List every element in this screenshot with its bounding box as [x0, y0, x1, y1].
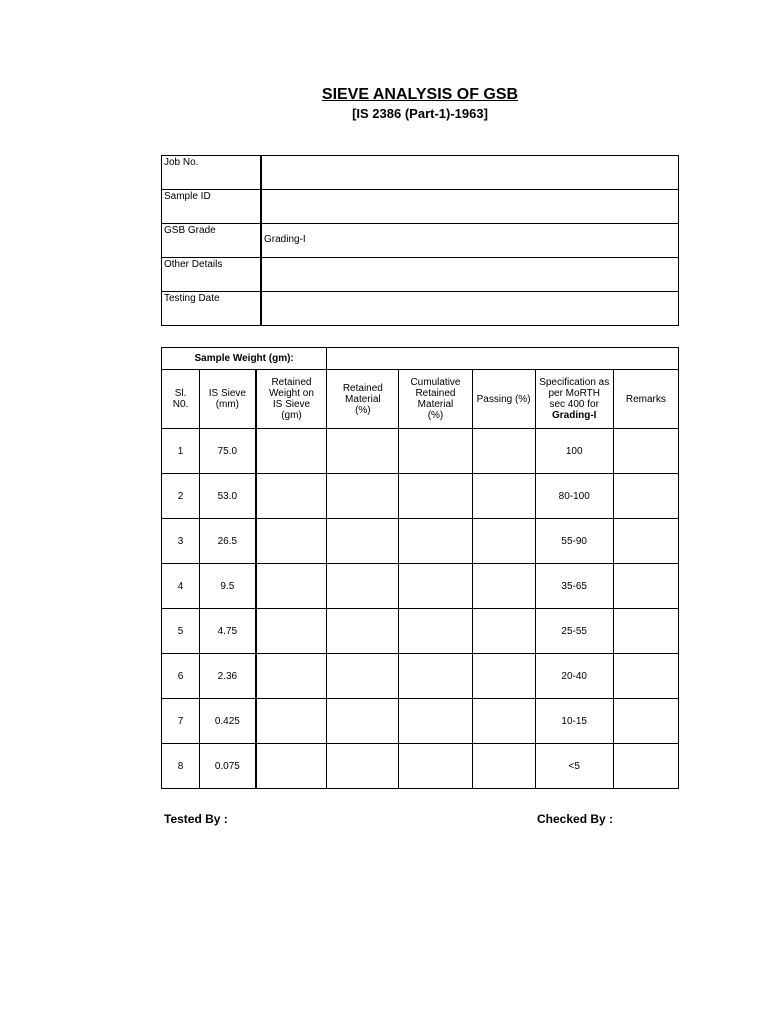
header-cumulative-line: Retained [415, 388, 456, 399]
table-row [162, 519, 679, 564]
specification-cell: 25-55 [535, 609, 613, 654]
header-retained-weight-line: Weight on [269, 388, 314, 399]
passing-cell[interactable] [472, 744, 535, 789]
passing-cell[interactable] [472, 654, 535, 699]
is-sieve-cell: 0.425 [200, 699, 256, 744]
header-specification [535, 370, 613, 429]
retained-weight-cell[interactable] [256, 519, 327, 564]
remarks-cell[interactable] [613, 474, 678, 519]
retained-material-cell[interactable] [327, 519, 399, 564]
header-remarks: Remarks [613, 370, 678, 429]
other-details-field[interactable] [261, 258, 679, 292]
is-sieve-cell: 2.36 [200, 654, 256, 699]
header-cumulative-line: Material [417, 399, 454, 410]
remarks-cell[interactable] [613, 519, 678, 564]
retained-weight-cell[interactable] [256, 699, 327, 744]
job-no-field[interactable] [261, 156, 679, 190]
passing-cell[interactable] [472, 609, 535, 654]
checked-by-label: Checked By : [537, 812, 614, 826]
header-retained-weight [256, 370, 327, 429]
header-specification-grade: Grading-I [551, 410, 597, 421]
standard-reference: [IS 2386 (Part-1)-1963] [352, 106, 488, 121]
specification-cell: <5 [535, 744, 613, 789]
header-passing: Passing (%) [472, 370, 535, 429]
info-row-other-details [162, 258, 679, 292]
info-row-sample-id [162, 190, 679, 224]
header-specification-line: sec 400 for [549, 399, 599, 410]
retained-weight-cell[interactable] [256, 609, 327, 654]
tested-by-label: Tested By : [164, 812, 228, 826]
cumulative-retained-cell[interactable] [399, 519, 472, 564]
cumulative-retained-cell[interactable] [399, 429, 472, 474]
specification-cell: 100 [535, 429, 613, 474]
header-retained-weight-line: Retained [271, 377, 312, 388]
table-row [162, 474, 679, 519]
retained-material-cell[interactable] [327, 699, 399, 744]
is-sieve-cell: 75.0 [200, 429, 256, 474]
retained-material-cell[interactable] [327, 654, 399, 699]
retained-material-cell[interactable] [327, 744, 399, 789]
header-cumulative-line: Cumulative [410, 377, 461, 388]
info-row-gsb-grade [162, 224, 679, 258]
gsb-grade-field[interactable]: Grading-I [261, 224, 679, 258]
header-retained-weight-line: IS Sieve [272, 399, 311, 410]
specification-cell: 35-65 [535, 564, 613, 609]
sl-no-cell: 6 [162, 654, 200, 699]
info-row-job-no [162, 156, 679, 190]
is-sieve-cell: 53.0 [200, 474, 256, 519]
gsb-grade-label: GSB Grade [162, 224, 262, 258]
retained-weight-cell[interactable] [256, 474, 327, 519]
cumulative-retained-cell[interactable] [399, 699, 472, 744]
other-details-label: Other Details [162, 258, 262, 292]
retained-weight-cell[interactable] [256, 654, 327, 699]
info-row-testing-date [162, 292, 679, 326]
is-sieve-cell: 4.75 [200, 609, 256, 654]
retained-material-cell[interactable] [327, 429, 399, 474]
sl-no-cell: 2 [162, 474, 200, 519]
header-sl-no-line: Sl. [174, 388, 187, 399]
header-is-sieve-line: IS Sieve [208, 388, 246, 399]
testing-date-label: Testing Date [162, 292, 262, 326]
remarks-cell[interactable] [613, 429, 678, 474]
sl-no-cell: 4 [162, 564, 200, 609]
table-row [162, 699, 679, 744]
header-sl-no [162, 370, 200, 429]
header-specification-line: Specification as [539, 377, 610, 388]
header-cumulative-line: (%) [427, 410, 444, 421]
header-specification-line: per MoRTH [548, 388, 600, 399]
sample-weight-label: Sample Weight (gm): [162, 348, 327, 370]
sample-weight-field[interactable] [327, 348, 679, 370]
passing-cell[interactable] [472, 699, 535, 744]
is-sieve-cell: 9.5 [200, 564, 256, 609]
sl-no-cell: 8 [162, 744, 200, 789]
retained-weight-cell[interactable] [256, 564, 327, 609]
passing-cell[interactable] [472, 429, 535, 474]
specification-cell: 80-100 [535, 474, 613, 519]
passing-cell[interactable] [472, 564, 535, 609]
passing-cell[interactable] [472, 474, 535, 519]
header-is-sieve-line: (mm) [215, 399, 240, 410]
header-cumulative-retained [399, 370, 472, 429]
retained-weight-cell[interactable] [256, 429, 327, 474]
cumulative-retained-cell[interactable] [399, 654, 472, 699]
header-retained-material-line: Material [345, 393, 381, 405]
sl-no-cell: 5 [162, 609, 200, 654]
table-row [162, 429, 679, 474]
page-title: SIEVE ANALYSIS OF GSB [321, 86, 519, 103]
sample-weight-row [162, 348, 679, 370]
table-row [162, 654, 679, 699]
retained-material-cell[interactable] [327, 474, 399, 519]
retained-weight-cell[interactable] [256, 744, 327, 789]
retained-material-cell[interactable] [327, 564, 399, 609]
passing-cell[interactable] [472, 519, 535, 564]
header-is-sieve [200, 370, 256, 429]
cumulative-retained-cell[interactable] [399, 744, 472, 789]
job-no-label: Job No. [162, 156, 262, 190]
sl-no-cell: 3 [162, 519, 200, 564]
cumulative-retained-cell[interactable] [399, 564, 472, 609]
header-retained-material-line: Retained [342, 382, 383, 394]
is-sieve-cell: 0.075 [200, 744, 256, 789]
specification-cell: 10-15 [535, 699, 613, 744]
sample-id-field[interactable] [261, 190, 679, 224]
header-retained-material [327, 370, 399, 429]
is-sieve-cell: 26.5 [200, 519, 256, 564]
header-row [162, 370, 679, 429]
remarks-cell[interactable] [613, 654, 678, 699]
remarks-cell[interactable] [613, 609, 678, 654]
table-row [162, 564, 679, 609]
cumulative-retained-cell[interactable] [399, 609, 472, 654]
cumulative-retained-cell[interactable] [399, 474, 472, 519]
specification-cell: 55-90 [535, 519, 613, 564]
sieve-analysis-table [161, 347, 679, 789]
remarks-cell[interactable] [613, 564, 678, 609]
job-info-table [161, 155, 679, 326]
retained-material-cell[interactable] [327, 609, 399, 654]
remarks-cell[interactable] [613, 699, 678, 744]
table-row [162, 609, 679, 654]
header-retained-weight-line: (gm) [281, 410, 302, 421]
table-row [162, 744, 679, 789]
remarks-cell[interactable] [613, 744, 678, 789]
header-retained-material-line: (%) [355, 404, 371, 416]
header-sl-no-line: N0. [172, 399, 189, 410]
sample-id-label: Sample ID [162, 190, 262, 224]
sl-no-cell: 7 [162, 699, 200, 744]
specification-cell: 20-40 [535, 654, 613, 699]
sl-no-cell: 1 [162, 429, 200, 474]
testing-date-field[interactable] [261, 292, 679, 326]
